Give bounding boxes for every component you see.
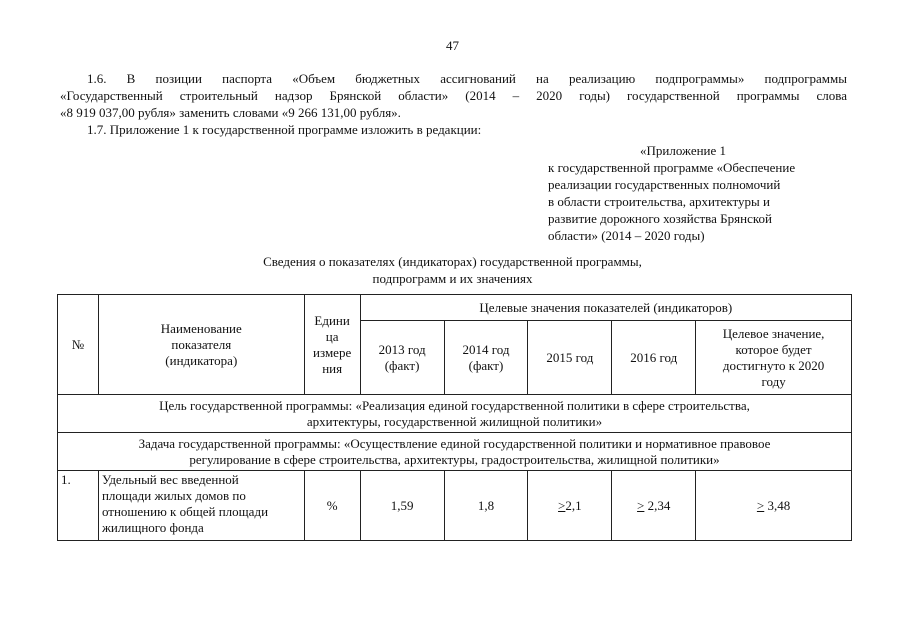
caption-line: Сведения о показателях (индикаторах) государственной программы, — [263, 254, 642, 269]
header-line: 2013 год — [378, 341, 426, 357]
appendix-heading — [548, 142, 795, 244]
header-line: ца — [325, 328, 339, 344]
task-row — [58, 433, 852, 471]
task-line: Задача государственной программы: «Осуществление единой государственной политики и нормативное правовое — [138, 435, 771, 451]
header-2013 — [360, 321, 444, 395]
row-value-2016 — [612, 471, 696, 541]
name-line: площади жилых домов по — [101, 488, 246, 503]
paragraph-line: 1.7. Приложение 1 к государственной программе изложить в редакции: — [87, 122, 482, 137]
header-target-values: Целевые значения показателей (индикаторов) — [360, 295, 851, 321]
header-line: которое будет — [735, 341, 812, 357]
header-number: № — [58, 295, 99, 395]
header-line: ния — [322, 360, 343, 376]
appendix-line: области» (2014 – 2020 годы) — [548, 228, 705, 243]
paragraph-line: «Государственный строительный надзор Брянской области» (2014 – 2020 годы) государственной программы слова — [60, 88, 847, 103]
task-line: регулирование в сфере строительства, архитектуры, градостроительства, жилищной политики» — [189, 451, 720, 467]
paragraph-line: «8 919 037,00 рубля» заменить словами «9 266 131,00 рубля». — [60, 105, 401, 120]
header-indicator-name — [98, 295, 304, 395]
gte-sign: > — [637, 497, 645, 513]
row-value-target — [696, 471, 852, 541]
paragraph-1-7 — [60, 121, 847, 138]
appendix-line: развитие дорожного хозяйства Брянской — [548, 211, 772, 226]
header-unit — [304, 295, 360, 395]
header-line: показателя — [171, 336, 232, 352]
appendix-line: реализации государственных полномочий — [548, 177, 781, 192]
row-number: 1. — [58, 471, 99, 541]
row-value-2014: 1,8 — [444, 471, 528, 541]
gte-sign: > — [558, 497, 566, 513]
row-value-2013: 1,59 — [360, 471, 444, 541]
header-2014 — [444, 321, 528, 395]
header-line: измере — [313, 344, 352, 360]
header-line: (индикатора) — [165, 352, 238, 368]
header-line: Целевое значение, — [722, 325, 825, 341]
name-line: жилищного фонда — [101, 520, 204, 535]
paragraph-1-6 — [60, 70, 847, 121]
indicators-table — [57, 294, 852, 541]
name-line: отношению к общей площади — [101, 504, 269, 519]
value-text: 2,1 — [565, 497, 582, 513]
table-caption — [0, 253, 905, 287]
header-line: (факт) — [468, 357, 504, 373]
table-row — [58, 471, 852, 541]
header-line: году — [761, 373, 786, 389]
goal-line: Цель государственной программы: «Реализация единой государственной политики в сфере строительства, — [159, 397, 750, 413]
row-value-2015 — [528, 471, 612, 541]
header-line: (факт) — [384, 357, 420, 373]
gte-sign: > — [756, 497, 765, 513]
row-unit: % — [304, 471, 360, 541]
header-line: Наименование — [160, 320, 242, 336]
appendix-line: к государственной программе «Обеспечение — [548, 160, 796, 175]
header-2015: 2015 год — [528, 321, 612, 395]
value-text: 2,34 — [644, 497, 671, 513]
goal-row — [58, 395, 852, 433]
header-line: Едини — [314, 312, 350, 328]
header-line: 2014 год — [462, 341, 510, 357]
caption-line: подпрограмм и их значениях — [372, 271, 533, 286]
header-target-2020 — [696, 321, 852, 395]
header-line: достигнуто к 2020 — [722, 357, 825, 373]
page-number: 47 — [446, 38, 459, 53]
goal-line: архитектуры, государственной жилищной политики» — [306, 413, 603, 429]
appendix-line: в области строительства, архитектуры и — [548, 194, 770, 209]
row-indicator-name — [98, 471, 304, 541]
appendix-line: «Приложение 1 — [640, 143, 727, 158]
header-2016: 2016 год — [612, 321, 696, 395]
paragraph-line: 1.6. В позиции паспорта «Объем бюджетных ассигнований на реализацию подпрограммы» подпрограммы — [87, 71, 847, 86]
value-text: 3,48 — [764, 497, 791, 513]
name-line: Удельный вес введенной — [101, 472, 239, 487]
